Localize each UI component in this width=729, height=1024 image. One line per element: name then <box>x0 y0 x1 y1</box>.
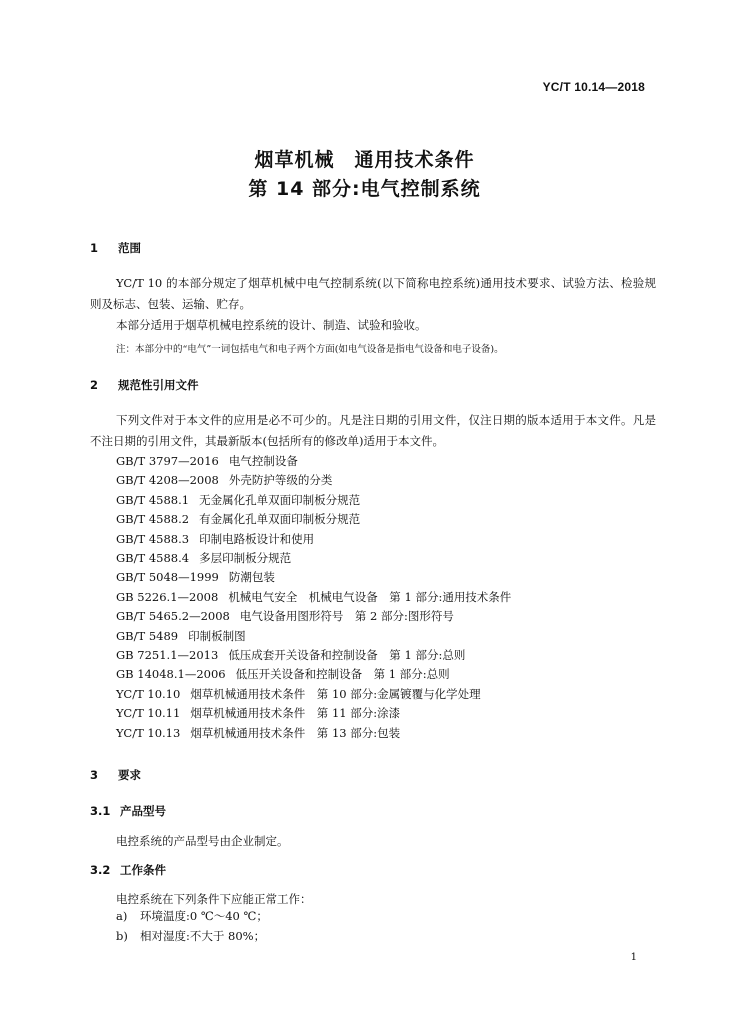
reference-title: 印制板制图 <box>188 628 246 643</box>
document-title-line1: 烟草机械 通用技术条件 <box>254 149 475 171</box>
section-number: 2 <box>90 378 99 392</box>
condition-item <box>116 907 268 927</box>
reference-title: 烟草机械通用技术条件 第 11 部分:涂漆 <box>190 706 401 721</box>
reference-item <box>116 704 511 723</box>
reference-item <box>116 685 511 704</box>
section-2-heading <box>90 377 199 393</box>
reference-code: GB/T 3797—2016 <box>116 454 219 468</box>
reference-title: 低压开关设备和控制设备 第 1 部分:总则 <box>235 667 450 682</box>
section-1-paragraph-1: YC/T 10 的本部分规定了烟草机械中电气控制系统(以下简称电控系统)通用技术要求、试验方法、检验规则及标志、包装、运输、贮存。 <box>90 276 656 311</box>
reference-code: GB/T 5465.2—2008 <box>116 609 230 624</box>
reference-code: YC/T 10.10 <box>116 686 181 701</box>
reference-code: GB/T 4588.4 <box>116 551 190 566</box>
reference-item <box>116 607 511 626</box>
reference-title: 低压成套开关设备和控制设备 第 1 部分:总则 <box>228 648 466 663</box>
document-title-line2: 第 14 部分:电气控制系统 <box>248 178 481 200</box>
subsection-3-2-heading <box>90 862 166 878</box>
reference-code: YC/T 10.11 <box>116 706 181 721</box>
reference-code: GB/T 5048—1999 <box>116 570 219 585</box>
reference-item <box>116 452 511 471</box>
subsection-title: 工作条件 <box>120 863 166 877</box>
reference-item <box>116 491 511 510</box>
page-number: 1 <box>630 952 637 963</box>
reference-title: 无金属化孔单双面印制板分规范 <box>199 492 361 507</box>
reference-code: GB 7251.1—2013 <box>116 648 219 663</box>
reference-title: 印制电路板设计和使用 <box>199 531 315 546</box>
subsection-3-1-heading <box>90 803 166 819</box>
reference-item <box>116 549 511 568</box>
reference-title: 电气控制设备 <box>228 454 298 468</box>
reference-code: YC/T 10.13 <box>116 725 181 740</box>
reference-item <box>116 665 511 684</box>
reference-item <box>116 724 511 743</box>
subsection-3-1-text: 电控系统的产品型号由企业制定。 <box>116 834 289 848</box>
reference-item <box>116 646 511 665</box>
reference-code: GB/T 4588.2 <box>116 512 190 527</box>
reference-item <box>116 627 511 646</box>
normative-references-list <box>116 452 511 743</box>
reference-code: GB/T 4208—2008 <box>116 473 219 488</box>
list-marker: b) <box>116 928 128 943</box>
reference-title: 烟草机械通用技术条件 第 13 部分:包装 <box>190 725 401 740</box>
reference-item <box>116 510 511 529</box>
reference-title: 机械电气安全 机械电气设备 第 1 部分:通用技术条件 <box>228 589 512 604</box>
reference-item <box>116 471 511 490</box>
working-conditions-list <box>116 907 268 946</box>
reference-title: 外壳防护等级的分类 <box>228 473 333 488</box>
reference-title: 电气设备用图形符号 第 2 部分:图形符号 <box>239 609 454 624</box>
reference-code: GB 5226.1—2008 <box>116 589 219 604</box>
section-title: 范围 <box>118 241 141 255</box>
section-title: 要求 <box>118 768 141 782</box>
section-1-paragraph-2: 本部分适用于烟草机械电控系统的设计、制造、试验和验收。 <box>116 318 427 332</box>
condition-text: 相对湿度:不大于 80%； <box>140 928 266 943</box>
condition-item <box>116 927 268 947</box>
reference-code: GB/T 4588.3 <box>116 531 190 546</box>
section-title: 规范性引用文件 <box>118 378 199 392</box>
subsection-3-2-text: 电控系统在下列条件下应能正常工作： <box>116 892 312 906</box>
reference-title: 多层印制板分规范 <box>199 551 292 566</box>
reference-code: GB/T 5489 <box>116 628 179 643</box>
section-number: 3 <box>90 768 99 782</box>
section-2-paragraph: 下列文件对于本文件的应用是必不可少的。凡是注日期的引用文件，仅注日期的版本适用于本文件。凡是不注日期的引用文件，其最新版本(包括所有的修改单)适用于本文件。 <box>90 413 656 448</box>
section-1-heading <box>90 240 141 256</box>
reference-item <box>116 588 511 607</box>
reference-title: 有金属化孔单双面印制板分规范 <box>199 512 361 527</box>
section-3-heading <box>90 767 141 783</box>
reference-code: GB 14048.1—2006 <box>116 667 226 682</box>
subsection-number: 3.1 <box>90 804 111 818</box>
list-marker: a) <box>116 909 128 923</box>
section-number: 1 <box>90 241 99 255</box>
section-1-note: 注：本部分中的“电气”一词包括电气和电子两个方面(如电气设备是指电气设备和电子设备)。 <box>116 344 504 355</box>
reference-title: 防潮包装 <box>228 570 275 585</box>
reference-title: 烟草机械通用技术条件 第 10 部分:金属镀覆与化学处理 <box>190 686 481 701</box>
reference-item <box>116 530 511 549</box>
subsection-number: 3.2 <box>90 863 111 877</box>
subsection-title: 产品型号 <box>120 804 166 818</box>
reference-code: GB/T 4588.1 <box>116 492 190 507</box>
standard-code: YC/T 10.14—2018 <box>542 80 645 94</box>
condition-text: 环境温度:0 ℃～40 ℃； <box>140 909 268 923</box>
reference-item <box>116 568 511 587</box>
